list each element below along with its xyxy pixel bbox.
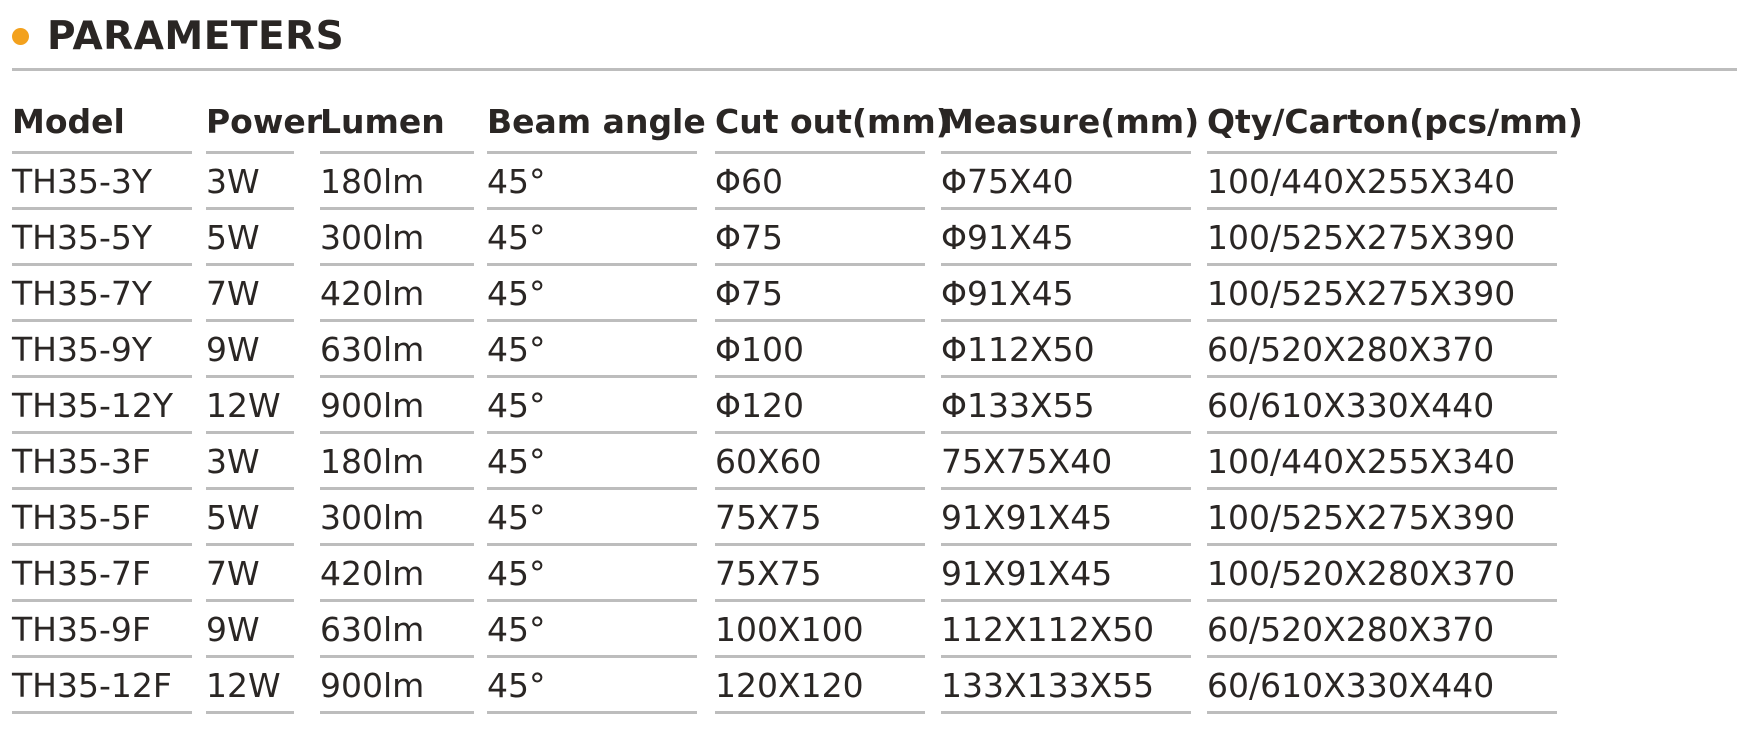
table-cell-power: 7W [206,266,294,322]
table-cell-model: TH35-9Y [12,322,192,378]
table-cell-beam: 45° [487,434,697,490]
table-cell-measure: 133X133X55 [941,658,1191,714]
column-measure [941,94,1200,714]
column-model [12,94,192,714]
table-cell-lumen: 300lm [320,490,474,546]
column-header-qty: Qty/Carton(pcs/mm) [1207,94,1557,154]
table-cell-beam: 45° [487,154,697,210]
table-cell-measure: 112X112X50 [941,602,1191,658]
table-cell-cutout: 75X75 [715,490,925,546]
table-cell-cutout: 120X120 [715,658,925,714]
table-cell-model: TH35-9F [12,602,192,658]
column-header-power: Power [206,94,294,154]
column-qty-carton [1207,94,1583,714]
bullet-dot-icon [12,28,29,45]
table-cell-beam: 45° [487,210,697,266]
table-cell-lumen: 630lm [320,322,474,378]
table-cell-power: 3W [206,154,294,210]
table-cell-lumen: 180lm [320,154,474,210]
table-cell-qty: 60/610X330X440 [1207,658,1557,714]
table-cell-power: 3W [206,434,294,490]
table-cell-power: 5W [206,490,294,546]
section-heading [12,6,344,66]
section-divider [12,68,1737,71]
table-cell-beam: 45° [487,266,697,322]
table-cell-beam: 45° [487,658,697,714]
column-header-cutout: Cut out(mm) [715,94,925,154]
table-cell-cutout: Φ75 [715,210,925,266]
table-cell-qty: 100/525X275X390 [1207,490,1557,546]
column-beam-angle [487,94,706,714]
table-cell-qty: 100/440X255X340 [1207,154,1557,210]
table-cell-power: 9W [206,602,294,658]
table-cell-power: 9W [206,322,294,378]
column-cut-out [715,94,951,714]
table-cell-model: TH35-5F [12,490,192,546]
table-cell-model: TH35-3Y [12,154,192,210]
table-cell-beam: 45° [487,546,697,602]
table-cell-qty: 60/520X280X370 [1207,322,1557,378]
table-cell-lumen: 630lm [320,602,474,658]
table-cell-lumen: 420lm [320,266,474,322]
column-header-beam: Beam angle [487,94,697,154]
table-cell-measure: Φ91X45 [941,210,1191,266]
table-cell-beam: 45° [487,378,697,434]
table-cell-cutout: 60X60 [715,434,925,490]
column-header-lumen: Lumen [320,94,474,154]
table-cell-beam: 45° [487,322,697,378]
column-header-measure: Measure(mm) [941,94,1191,154]
table-cell-measure: Φ112X50 [941,322,1191,378]
table-cell-cutout: Φ120 [715,378,925,434]
column-lumen [320,94,474,714]
table-cell-beam: 45° [487,602,697,658]
table-cell-measure: Φ133X55 [941,378,1191,434]
table-cell-lumen: 900lm [320,658,474,714]
table-cell-model: TH35-12F [12,658,192,714]
table-cell-cutout: Φ100 [715,322,925,378]
table-cell-lumen: 180lm [320,434,474,490]
table-cell-model: TH35-7Y [12,266,192,322]
column-header-model: Model [12,94,192,154]
table-cell-model: TH35-3F [12,434,192,490]
table-cell-qty: 60/520X280X370 [1207,602,1557,658]
table-cell-power: 12W [206,378,294,434]
table-cell-qty: 100/525X275X390 [1207,266,1557,322]
table-cell-power: 12W [206,658,294,714]
table-cell-qty: 60/610X330X440 [1207,378,1557,434]
table-cell-measure: 91X91X45 [941,490,1191,546]
table-cell-lumen: 900lm [320,378,474,434]
table-cell-lumen: 300lm [320,210,474,266]
table-cell-power: 7W [206,546,294,602]
table-cell-measure: 91X91X45 [941,546,1191,602]
table-cell-power: 5W [206,210,294,266]
table-cell-measure: Φ75X40 [941,154,1191,210]
table-cell-model: TH35-12Y [12,378,192,434]
table-cell-beam: 45° [487,490,697,546]
table-cell-model: TH35-5Y [12,210,192,266]
table-cell-cutout: 100X100 [715,602,925,658]
table-cell-qty: 100/520X280X370 [1207,546,1557,602]
table-cell-cutout: Φ60 [715,154,925,210]
table-cell-qty: 100/440X255X340 [1207,434,1557,490]
table-cell-measure: 75X75X40 [941,434,1191,490]
section-title: PARAMETERS [47,13,345,59]
table-cell-qty: 100/525X275X390 [1207,210,1557,266]
table-cell-measure: Φ91X45 [941,266,1191,322]
column-power [206,94,322,714]
table-cell-cutout: 75X75 [715,546,925,602]
table-cell-lumen: 420lm [320,546,474,602]
table-cell-model: TH35-7F [12,546,192,602]
table-cell-cutout: Φ75 [715,266,925,322]
